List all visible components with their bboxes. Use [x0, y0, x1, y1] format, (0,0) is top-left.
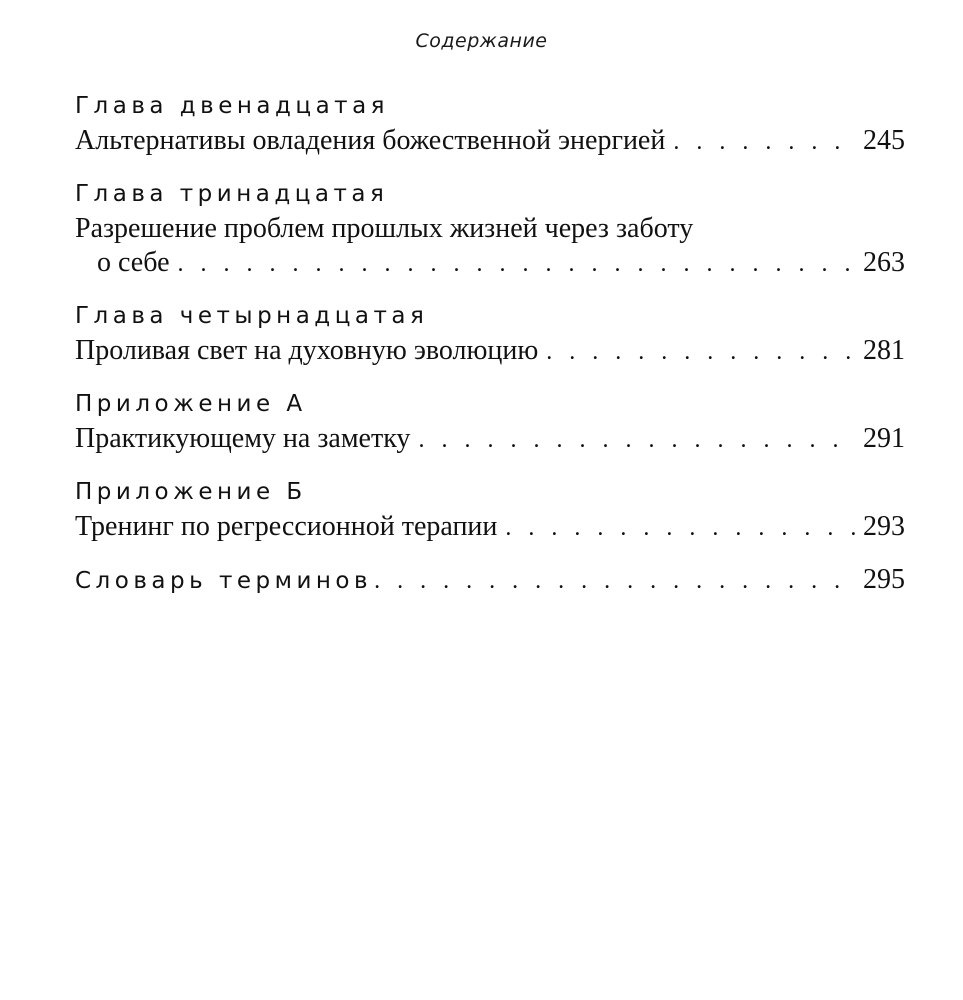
toc-entry-glossary: [75, 562, 905, 598]
chapter-heading: Глава двенадцатая: [75, 93, 390, 119]
chapter-title: Проливая свет на духовную эволюцию: [75, 335, 539, 366]
appendix-title: Практикующему на заметку: [75, 423, 411, 454]
page-number: 245: [863, 125, 905, 156]
page-number: 281: [863, 335, 905, 366]
glossary-heading: Словарь терминов: [75, 568, 373, 594]
dot-leader: [178, 247, 855, 281]
running-head: Содержание: [415, 30, 548, 52]
dot-leader: [673, 125, 855, 159]
chapter-title: Разрешение проблем прошлых жизней через заботу: [75, 213, 694, 244]
chapter-title: Альтернативы овладения божественной энергией: [75, 125, 666, 156]
dot-leader: [546, 335, 855, 369]
toc-line[interactable]: [75, 334, 905, 368]
toc-line[interactable]: [75, 124, 905, 158]
toc-line[interactable]: [75, 510, 905, 544]
toc-entry-chapter-12: [75, 88, 905, 158]
appendix-title: Тренинг по регрессионной терапии: [75, 511, 498, 542]
appendix-heading: Приложение Б: [75, 479, 307, 505]
toc-line[interactable]: [75, 422, 905, 456]
toc-line[interactable]: [75, 246, 905, 280]
dot-leader: [505, 511, 855, 545]
page-number: 263: [863, 247, 905, 278]
appendix-heading: Приложение А: [75, 391, 307, 417]
toc-entry-appendix-a: [75, 386, 905, 456]
dot-leader: [374, 563, 855, 599]
toc-line[interactable]: [75, 562, 905, 598]
toc-line[interactable]: [75, 212, 905, 246]
toc-entry-appendix-b: [75, 474, 905, 544]
page-number: 291: [863, 423, 905, 454]
toc-entry-chapter-13: [75, 176, 905, 280]
page-number: 295: [863, 564, 905, 595]
chapter-heading: Глава тринадцатая: [75, 181, 389, 207]
table-of-contents: [75, 88, 905, 616]
chapter-title-continued: о себе: [97, 247, 170, 278]
chapter-heading: Глава четырнадцатая: [75, 303, 429, 329]
dot-leader: [418, 423, 855, 457]
page-number: 293: [863, 511, 905, 542]
toc-entry-chapter-14: [75, 298, 905, 368]
